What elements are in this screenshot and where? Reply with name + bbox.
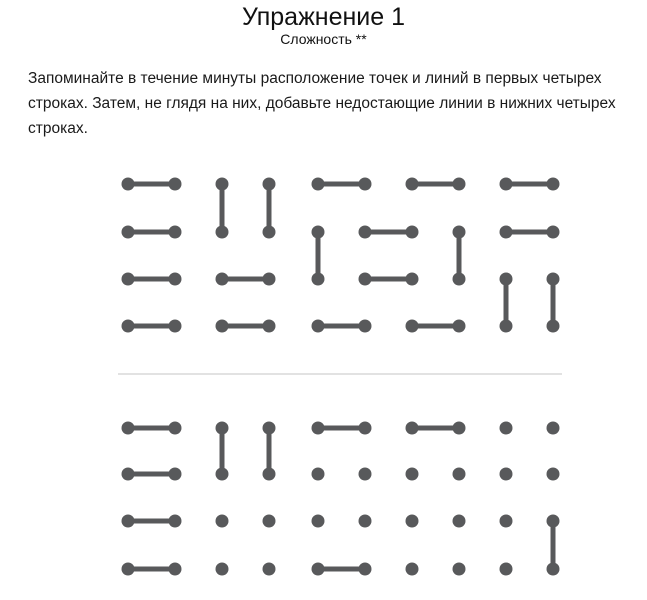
memorize-dot: [263, 320, 276, 333]
memorize-dot: [312, 320, 325, 333]
memorize-dot: [122, 273, 135, 286]
recall-dot: [312, 422, 325, 435]
memorize-dot: [406, 320, 419, 333]
memorize-dot: [547, 178, 560, 191]
memorize-dot: [547, 226, 560, 239]
memorize-dot: [122, 226, 135, 239]
recall-dot: [263, 563, 276, 576]
memorize-dot: [500, 320, 513, 333]
recall-dot: [547, 468, 560, 481]
memorize-dot: [312, 178, 325, 191]
recall-dot: [169, 468, 182, 481]
memorize-dot: [453, 273, 466, 286]
recall-dot: [406, 563, 419, 576]
memorize-dot: [500, 178, 513, 191]
recall-dot: [500, 468, 513, 481]
memorize-dot: [263, 178, 276, 191]
recall-dot: [122, 422, 135, 435]
memorize-dot: [406, 226, 419, 239]
memorize-dot: [216, 273, 229, 286]
recall-dot: [359, 468, 372, 481]
recall-dot: [406, 468, 419, 481]
recall-dot: [122, 515, 135, 528]
recall-dot: [453, 468, 466, 481]
memorize-dot: [312, 226, 325, 239]
memorize-dot: [122, 320, 135, 333]
memorize-dot: [359, 178, 372, 191]
recall-dot: [406, 515, 419, 528]
memorize-dot: [169, 320, 182, 333]
recall-dot: [216, 422, 229, 435]
recall-grid: [122, 422, 560, 576]
recall-dot: [359, 515, 372, 528]
memorize-dot: [547, 273, 560, 286]
memorize-dot: [547, 320, 560, 333]
recall-dot: [406, 422, 419, 435]
memorize-dot: [216, 320, 229, 333]
recall-dot: [453, 563, 466, 576]
recall-dot: [359, 422, 372, 435]
recall-dot: [359, 563, 372, 576]
memorize-dot: [216, 226, 229, 239]
recall-dot: [312, 468, 325, 481]
recall-dot: [500, 563, 513, 576]
memorize-dot: [359, 226, 372, 239]
memorize-dot: [122, 178, 135, 191]
memorize-dot: [169, 226, 182, 239]
memorize-dot: [500, 226, 513, 239]
memorize-dot: [263, 273, 276, 286]
recall-dot: [169, 422, 182, 435]
recall-dot: [453, 422, 466, 435]
memorize-dot: [169, 178, 182, 191]
recall-dot: [169, 563, 182, 576]
instructions-text: Запоминайте в течение минуты расположение точек и линий в первых четырех строках. Затем, не глядя на них, добавьте недостающие линии в нижних четырех строках.: [28, 70, 616, 137]
recall-dot: [263, 515, 276, 528]
recall-dot: [312, 563, 325, 576]
recall-dot: [122, 468, 135, 481]
recall-dot: [500, 422, 513, 435]
memorize-dot: [169, 273, 182, 286]
memorize-dot: [312, 273, 325, 286]
memorize-dot: [216, 178, 229, 191]
memorize-dot: [359, 320, 372, 333]
recall-dot: [547, 563, 560, 576]
recall-dot: [122, 563, 135, 576]
memorize-dot: [453, 226, 466, 239]
recall-dot: [500, 515, 513, 528]
memorize-dot: [500, 273, 513, 286]
memorize-dot: [406, 273, 419, 286]
recall-dot: [263, 422, 276, 435]
memorize-grid: [122, 178, 560, 333]
recall-dot: [216, 468, 229, 481]
recall-dot: [547, 515, 560, 528]
memorize-dot: [406, 178, 419, 191]
memorize-dot: [263, 226, 276, 239]
memorize-dot: [453, 178, 466, 191]
recall-dot: [169, 515, 182, 528]
recall-dot: [216, 515, 229, 528]
recall-dot: [263, 468, 276, 481]
memorize-dot: [359, 273, 372, 286]
recall-dot: [312, 515, 325, 528]
difficulty-label: Сложность **: [280, 31, 367, 47]
recall-dot: [216, 563, 229, 576]
exercise-title: Упражнение 1: [241, 3, 406, 31]
recall-dot: [453, 515, 466, 528]
recall-dot: [547, 422, 560, 435]
memorize-dot: [453, 320, 466, 333]
